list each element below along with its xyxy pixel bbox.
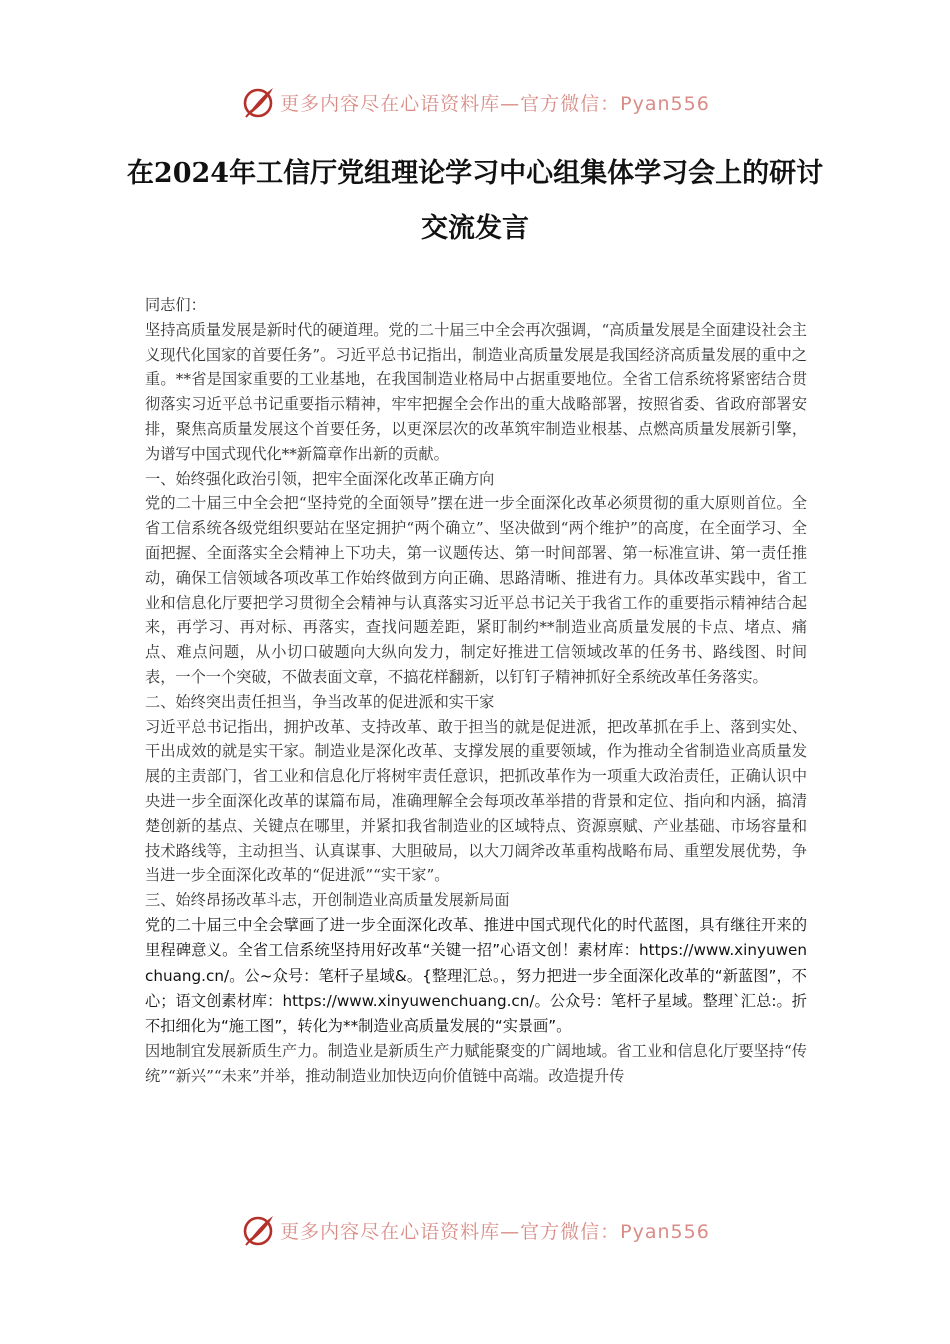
paragraph-section-3-continued: 因地制宜发展新质生产力。制造业是新质生产力赋能聚变的广阔地域。省工业和信息化厅要坚持“传统”“新兴”“未来”并举，推动制造业加快迈向价值链中高端。改造提升传 — [145, 1042, 807, 1086]
paragraph-section-2: 习近平总书记指出，拥护改革、支持改革、敢于担当的就是促进派，把改革抓在手上、落到实处、干出成效的就是实干家。制造业是深化改革、支撑发展的重要领域，作为推动全省制造业高质量发展的主责部门，省工业和信息化厅将树牢责任意识，把抓改革作为一项重大政治责任，正确认识中央进一步全面深化改革的谋篇布局，准确理解全会每项改革举措的背景和定位、指向和内涵，搞清楚创新的基点、关键点在哪里，并紧扣我省制造业的区域特点、资源禀赋、产业基础、市场容量和技术路线等，主动担当、认真谋事、大胆破局，以大刀阔斧改革重构战略布局、重塑发展优势，争当进一步全面深化改革的“促进派”“实干家”。 — [145, 717, 807, 885]
watermark-text: 更多内容尽在心语资料库—官方微信：Pyan556 — [280, 92, 710, 115]
section-heading-1: 一、始终强化政治引领，把牢全面深化改革正确方向 — [145, 469, 495, 488]
section-heading-3: 三、始终昂扬改革斗志，开创制造业高质量发展新局面 — [145, 891, 510, 910]
document-body — [145, 293, 807, 1089]
document-title: 在2024年工信厅党组理论学习中心组集体学习会上的研讨交流发言 — [126, 158, 824, 244]
paragraph-section-1: 党的二十届三中全会把“坚持党的全面领导”摆在进一步全面深化改革必须贯彻的重大原则首位。全省工信系统各级党组织要站在坚定拥护“两个确立”、坚决做到“两个维护”的高度，在全面学习、全面把握、全面落实全会精神上下功夫，第一议题传达、第一时间部署、第一标准宣讲、第一责任推动，确保工信领域各项改革工作始终做到方向正确、思路清晰、推进有力。具体改革实践中，省工业和信息化厅要把学习贯彻全会精神与认真落实习近平总书记关于我省工作的重要指示精神结合起来，再学习、再对标、再落实，查找问题差距，紧盯制约**制造业高质量发展的卡点、堵点、痛点、难点问题，从小切口破题向大纵向发力，制定好推进工信领域改革的任务书、路线图、时间表，一个一个突破，不做表面文章，不搞花样翻新，以钉钉子精神抓好全系统改革任务落实。 — [145, 494, 807, 686]
quill-pen-logo-icon — [240, 1212, 276, 1248]
watermark-banner-bottom — [0, 1210, 950, 1250]
paragraph-intro: 坚持高质量发展是新时代的硬道理。党的二十届三中全会再次强调，“高质量发展是全面建设社会主义现代化国家的首要任务”。习近平总书记指出，制造业高质量发展是我国经济高质量发展的重中之重。**省是国家重要的工业基地，在我国制造业格局中占据重要地位。全省工信系统将紧密结合贯彻落实习近平总书记重要指示精神，牢牢把握全会作出的重大战略部署，按照省委、省政府部署安排，聚焦高质量发展这个首要任务，以更深层次的改革筑牢制造业根基、点燃高质量发展新引擎，为谱写中国式现代化**新篇章作出新的贡献。 — [145, 320, 807, 463]
salutation: 同志们： — [145, 296, 206, 314]
quill-pen-logo-icon — [240, 84, 276, 120]
watermark-banner-top — [0, 82, 950, 122]
watermark-text: 更多内容尽在心语资料库—官方微信：Pyan556 — [280, 1220, 710, 1243]
paragraph-section-3: 党的二十届三中全会擘画了进一步全面深化改革、推进中国式现代化的时代蓝图，具有继往开来的里程碑意义。全省工信系统坚持用好改革“关键一招”心语文创！素材库：https://www.xinyuwenchuang.cn/。公~众号：笔杆子星域&。{整理汇总。，努力把进一步全面深化改革的“新蓝图”，不心；语文创素材库：https://www.xinyuwenchuang.cn/。公众号：笔杆子星域。整理`汇总:。折不扣细化为“施工图”，转化为**制造业高质量发展的“实景画”。 — [145, 915, 807, 1036]
section-heading-2: 二、始终突出责任担当，争当改革的促进派和实干家 — [145, 692, 495, 711]
